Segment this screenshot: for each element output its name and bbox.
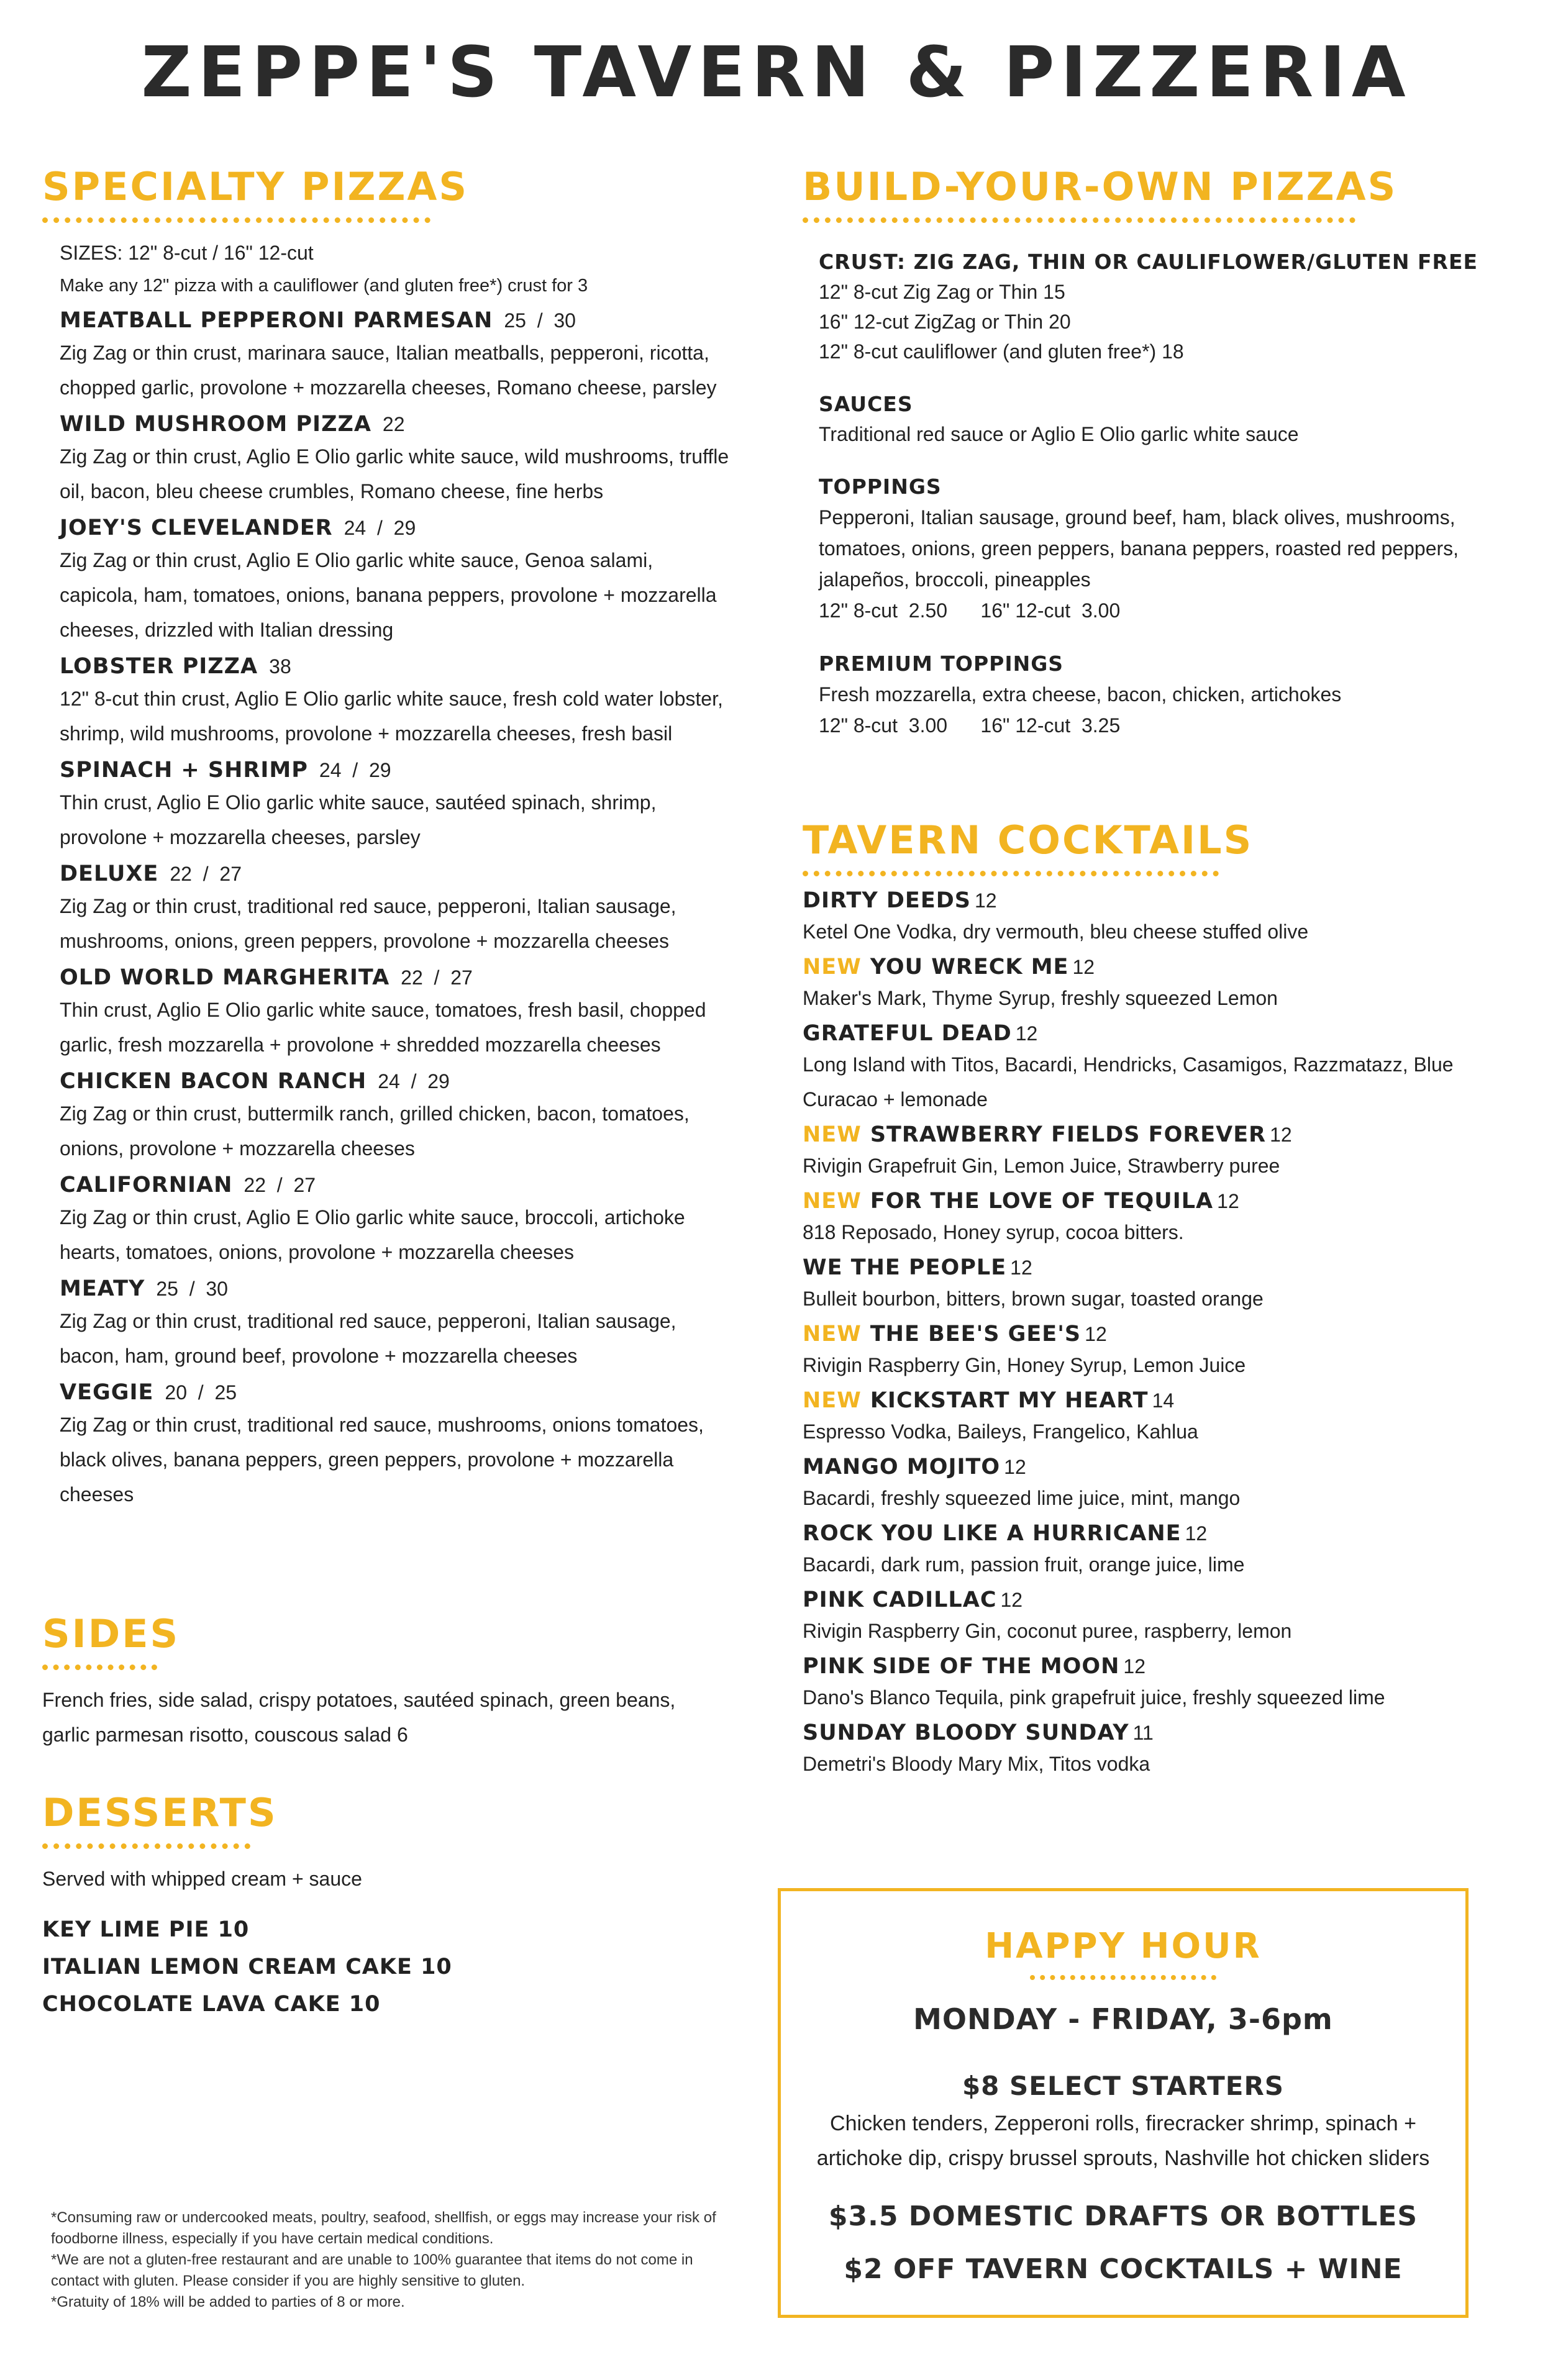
pizza-price: 38 [269,655,291,678]
cocktail-desc: Espresso Vodka, Baileys, Frangelico, Kahlua [803,1420,1198,1443]
pizza-name [60,1071,769,1092]
new-badge: NEW [803,1189,862,1214]
pizza-desc: Thin crust, Aglio E Olio garlic white sauce, sautéed spinach, shrimp, provolone + mozzarella cheeses, parsley [60,791,657,848]
pizza-item [60,414,769,509]
cocktail-price: 12 [1010,1256,1032,1279]
pizza-name [60,414,769,435]
cocktails-title: TAVERN COCKTAILS [803,817,1254,863]
pizza-item [60,760,769,855]
dessert-item: KEY LIME PIE 10 [42,1917,250,1942]
cocktail-price: 12 [1123,1655,1145,1678]
cocktail-desc: Bulleit bourbon, bitters, brown sugar, toasted orange [803,1288,1264,1310]
pizza-desc: Thin crust, Aglio E Olio garlic white sauce, tomatoes, fresh basil, chopped garlic, fresh mozzarella + provolone + shredded mozzarella cheeses [60,999,706,1056]
toppings-text: Pepperoni, Italian sausage, ground beef, ham, black olives, mushrooms, tomatoes, onions, green peppers, banana peppers, roasted red peppers, jalapeños, broccoli, pineapples [819,506,1459,591]
pizza-name-text: CALIFORNIAN [60,1173,233,1197]
pizza-name [60,1278,769,1300]
section-divider [42,217,430,223]
happy-hour-days: MONDAY - FRIDAY, 3-6pm [913,2002,1333,2036]
drafts-text: $3.5 DOMESTIC DRAFTS OR BOTTLES [828,2201,1418,2232]
cocktail-item [803,1124,1511,1183]
pizza-price: 22 [382,413,405,435]
cocktail-name [803,956,1511,978]
section-divider [42,1843,250,1849]
cocktail-name [803,1390,1511,1412]
pizza-item [60,1278,769,1373]
starters-text: Chicken tenders, Zepperoni rolls, firecracker shrimp, spinach + artichoke dip, crispy brussel sprouts, Nashville hot chicken sliders [816,2112,1430,2170]
cocktail-price: 12 [1185,1522,1208,1545]
specialty-title: SPECIALTY PIZZAS [42,164,469,209]
cocktail-item [803,1023,1511,1117]
cocktail-price: 12 [1085,1323,1107,1345]
pizza-desc: Zig Zag or thin crust, traditional red sauce, pepperoni, Italian sausage, bacon, ham, ground beef, provolone + mozzarella cheeses [60,1310,676,1367]
cocktail-item [803,1324,1511,1383]
cocktail-name [803,1324,1511,1345]
cocktail-name-text: THE BEE'S GEE'S [870,1322,1082,1347]
cocktail-price: 12 [1004,1456,1026,1478]
cocktails-section [803,817,1511,1781]
happy-hour-box [778,1888,1469,2318]
footnotes [51,2207,734,2313]
happy-hour-title: HAPPY HOUR [985,1926,1262,1966]
pizza-name-text: MEATBALL PEPPERONI PARMESAN [60,308,493,333]
pizza-item [60,1174,769,1269]
dessert-item: ITALIAN LEMON CREAM CAKE 10 [42,1955,452,1979]
cocktail-name [803,1191,1511,1212]
cocktail-price: 12 [975,889,997,912]
pizza-price: 20 / 25 [165,1381,237,1404]
cocktail-item [803,1656,1511,1715]
cocktail-desc: Rivigin Raspberry Gin, Honey Syrup, Lemon Juice [803,1354,1246,1376]
cocktail-price: 12 [1072,956,1095,978]
pizza-desc: Zig Zag or thin crust, Aglio E Olio garlic white sauce, wild mushrooms, truffle oil, bacon, bleu cheese crumbles, Romano cheese, fine herbs [60,445,729,502]
starters-title: $8 SELECT STARTERS [962,2071,1285,2101]
pizza-name-text: WILD MUSHROOM PIZZA [60,412,371,437]
pizza-name-text: DELUXE [60,861,159,886]
cocktail-name-text: GRATEFUL DEAD [803,1021,1012,1046]
cocktail-desc: Bacardi, dark rum, passion fruit, orange juice, lime [803,1553,1245,1576]
left-column [42,164,769,2017]
new-badge: NEW [803,955,862,979]
cocktail-discount-text: $2 OFF TAVERN COCKTAILS + WINE [844,2253,1403,2285]
pizza-item [60,1382,769,1512]
section-divider [803,871,1219,876]
pizza-name-text: JOEY'S CLEVELANDER [60,516,333,540]
section-divider [42,1665,157,1670]
new-badge: NEW [803,1122,862,1147]
premium-price: 12" 8-cut 3.00 16" 12-cut 3.25 [819,714,1121,737]
pizza-name-text: SPINACH + SHRIMP [60,758,308,783]
pizza-desc: Zig Zag or thin crust, traditional red sauce, pepperoni, Italian sausage, mushrooms, onions, green peppers, provolone + mozzarella cheeses [60,895,676,952]
pizza-name-text: VEGGIE [60,1380,154,1405]
cocktail-name [803,890,1511,912]
pizza-name [60,863,769,885]
pizza-name [60,1174,769,1196]
cauliflower-note: Make any 12" pizza with a cauliflower (and gluten free*) crust for 3 [60,276,588,296]
pizza-item [60,517,769,647]
dessert-item: CHOCOLATE LAVA CAKE 10 [42,1992,381,2017]
pizza-price: 24 / 29 [319,759,391,781]
cocktail-item [803,956,1511,1015]
sizes-text: SIZES: 12" 8-cut / 16" 12-cut [60,242,314,264]
cocktail-name [803,1257,1511,1279]
cocktail-item [803,1257,1511,1316]
byo-title: BUILD-YOUR-OWN PIZZAS [803,164,1398,209]
pizza-desc: Zig Zag or thin crust, marinara sauce, Italian meatballs, pepperoni, ricotta, chopped garlic, provolone + mozzarella cheeses, Romano cheese, parsley [60,342,717,399]
desserts-note: Served with whipped cream + sauce [42,1868,362,1890]
crust-title: CRUST: ZIG ZAG, THIN OR CAULIFLOWER/GLUTEN FREE [819,250,1478,274]
crust-line: 16" 12-cut ZigZag or Thin 20 [819,311,1071,333]
byo-section [803,252,1511,741]
cocktail-name [803,1656,1511,1678]
new-badge: NEW [803,1388,862,1413]
pizza-name [60,967,769,989]
cocktail-desc: Maker's Mark, Thyme Syrup, freshly squeezed Lemon [803,987,1278,1009]
pizza-item [60,967,769,1062]
footnote-gluten: *We are not a gluten-free restaurant and are unable to 100% guarantee that items do not come in contact with gluten. Please consider if you are highly sensitive to gluten. [51,2251,693,2289]
cocktail-item [803,1589,1511,1648]
sides-title: SIDES [42,1611,180,1656]
sauces-text: Traditional red sauce or Aglio E Olio garlic white sauce [819,423,1299,445]
cocktail-name-text: FOR THE LOVE OF TEQUILA [870,1189,1214,1214]
cocktail-desc: Demetri's Bloody Mary Mix, Titos vodka [803,1753,1150,1775]
footnote-gratuity: *Gratuity of 18% will be added to parties of 8 or more. [51,2294,405,2310]
section-divider [803,217,1355,223]
pizza-name [60,656,769,678]
pizza-name-text: OLD WORLD MARGHERITA [60,965,390,990]
sauces-title: SAUCES [819,392,913,416]
pizza-desc: Zig Zag or thin crust, Aglio E Olio garlic white sauce, Genoa salami, capicola, ham, tomatoes, onions, banana peppers, provolone + mozzarella cheeses, drizzled with Italian dressing [60,549,717,641]
pizza-name-text: MEATY [60,1276,145,1301]
cocktail-item [803,1456,1511,1515]
desserts-title: DESSERTS [42,1790,278,1835]
pizza-name [60,517,769,539]
cocktail-name [803,1589,1511,1611]
pizza-price: 24 / 29 [378,1070,450,1092]
pizza-item [60,656,769,751]
pizza-item [60,310,769,405]
pizza-name [60,310,769,332]
pizza-desc: Zig Zag or thin crust, Aglio E Olio garlic white sauce, broccoli, artichoke hearts, tomatoes, onions, provolone + mozzarella cheeses [60,1206,685,1263]
cocktail-desc: Bacardi, freshly squeezed lime juice, mint, mango [803,1487,1241,1509]
pizza-desc: 12" 8-cut thin crust, Aglio E Olio garlic white sauce, fresh cold water lobster, shrimp, wild mushrooms, provolone + mozzarella cheeses, fresh basil [60,688,723,745]
pizza-price: 22 / 27 [244,1174,316,1196]
cocktail-name-text: KICKSTART MY HEART [870,1388,1149,1413]
section-divider [1030,1975,1216,1980]
restaurant-title: ZEPPE'S TAVERN & PIZZERIA [141,32,1412,113]
pizza-price: 22 / 27 [401,966,473,989]
cocktail-price: 12 [1217,1190,1239,1212]
pizza-price: 25 / 30 [504,309,576,332]
cocktail-desc: Ketel One Vodka, dry vermouth, bleu cheese stuffed olive [803,920,1309,943]
cocktail-name-text: ROCK YOU LIKE A HURRICANE [803,1521,1182,1546]
crust-line: 12" 8-cut cauliflower (and gluten free*) 18 [819,340,1184,363]
cocktail-item [803,1191,1511,1250]
cocktail-name [803,1124,1511,1146]
premium-title: PREMIUM TOPPINGS [819,652,1064,676]
cocktail-price: 12 [1270,1124,1292,1146]
cocktail-price: 12 [1000,1589,1023,1611]
specialty-section [42,235,769,1512]
desserts-section [42,1790,769,2023]
cocktail-item [803,890,1511,949]
pizza-item [60,1071,769,1166]
cocktail-item [803,1523,1511,1582]
pizza-price: 25 / 30 [156,1278,228,1300]
cocktail-name [803,1023,1511,1045]
cocktail-name-text: STRAWBERRY FIELDS FOREVER [870,1122,1267,1147]
cocktail-desc: Long Island with Titos, Bacardi, Hendricks, Casamigos, Razzmatazz, Blue Curacao + lemonade [803,1053,1454,1111]
cocktail-desc: Dano's Blanco Tequila, pink grapefruit juice, freshly squeezed lime [803,1686,1385,1709]
new-badge: NEW [803,1322,862,1347]
pizza-name-text: LOBSTER PIZZA [60,654,258,679]
pizza-price: 24 / 29 [344,517,416,539]
cocktail-price: 12 [1015,1022,1038,1045]
cocktail-desc: Rivigin Grapefruit Gin, Lemon Juice, Strawberry puree [803,1155,1280,1177]
cocktail-price: 14 [1152,1389,1175,1412]
crust-line: 12" 8-cut Zig Zag or Thin 15 [819,281,1065,303]
cocktail-name [803,1523,1511,1545]
cocktail-price: 11 [1132,1722,1154,1744]
cocktail-name-text: WE THE PEOPLE [803,1255,1007,1280]
cocktail-list [803,890,1511,1781]
cocktail-name [803,1722,1511,1744]
cocktail-name [803,1456,1511,1478]
pizza-name [60,1382,769,1404]
cocktail-item [803,1722,1511,1781]
pizza-desc: Zig Zag or thin crust, buttermilk ranch, grilled chicken, bacon, tomatoes, onions, provolone + mozzarella cheeses [60,1102,690,1160]
sides-desc: French fries, side salad, crispy potatoes, sautéed spinach, green beans, garlic parmesan risotto, couscous salad 6 [42,1689,676,1746]
footnote-raw-food: *Consuming raw or undercooked meats, poultry, seafood, shellfish, or eggs may increase your risk of foodborne illness, especially if you have certain medical conditions. [51,2209,716,2247]
right-column [803,164,1511,1775]
toppings-price: 12" 8-cut 2.50 16" 12-cut 3.00 [819,599,1121,622]
cocktail-name-text: MANGO MOJITO [803,1455,1001,1479]
cocktail-item [803,1390,1511,1449]
pizza-item [60,863,769,958]
cocktail-name-text: YOU WRECK ME [870,955,1069,979]
cocktail-name-text: SUNDAY BLOODY SUNDAY [803,1720,1129,1745]
sides-section [42,1611,769,1752]
pizza-name [60,760,769,781]
cocktail-desc: 818 Reposado, Honey syrup, cocoa bitters. [803,1221,1184,1243]
pizza-price: 22 / 27 [170,863,242,885]
pizza-list [60,310,769,1512]
toppings-title: TOPPINGS [819,475,942,499]
cocktail-name-text: PINK CADILLAC [803,1587,997,1612]
cocktail-desc: Rivigin Raspberry Gin, coconut puree, raspberry, lemon [803,1620,1292,1642]
premium-text: Fresh mozzarella, extra cheese, bacon, chicken, artichokes [819,683,1342,706]
cocktail-name-text: PINK SIDE OF THE MOON [803,1654,1120,1679]
pizza-name-text: CHICKEN BACON RANCH [60,1069,367,1094]
pizza-desc: Zig Zag or thin crust, traditional red sauce, mushrooms, onions tomatoes, black olives, banana peppers, green peppers, provolone + mozzarella cheeses [60,1414,704,1506]
cocktail-name-text: DIRTY DEEDS [803,888,971,913]
